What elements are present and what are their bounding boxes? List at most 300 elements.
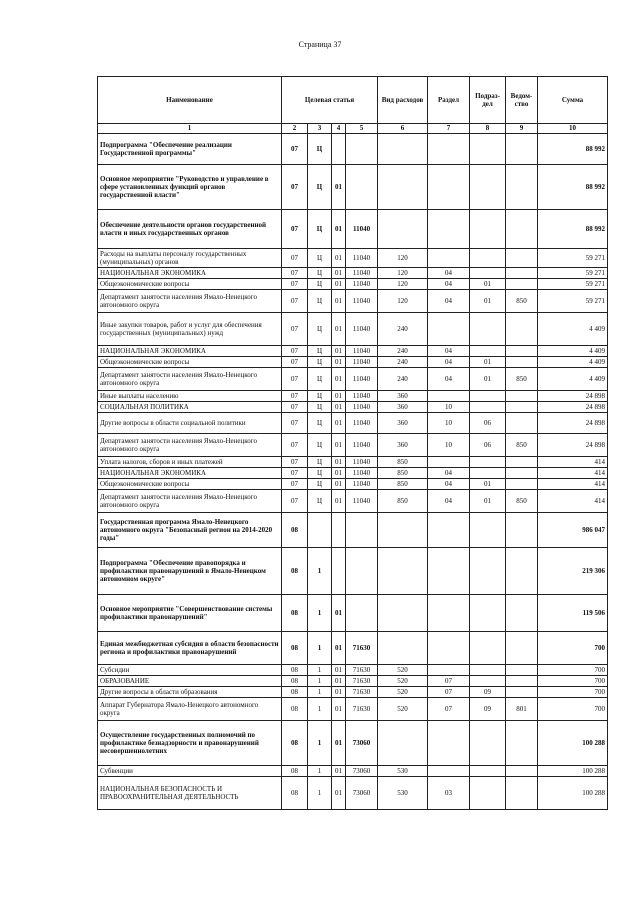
expense-type: 120 xyxy=(378,268,428,279)
target-program: 08 xyxy=(282,513,308,548)
subsection: 01 xyxy=(470,368,506,391)
target-subprogram: Ц xyxy=(308,357,332,368)
target-direction: 11040 xyxy=(346,457,378,468)
row-name: Уплата налогов, сборов и иных платежей xyxy=(98,457,282,468)
target-subprogram: Ц xyxy=(308,279,332,290)
target-subprogram: Ц xyxy=(308,165,332,210)
section xyxy=(428,313,470,346)
row-name: Единая межбюджетная субсидия в области безопасности региона и профилактики правонарушений xyxy=(98,632,282,665)
amount: 986 047 xyxy=(538,513,608,548)
expense-type: 240 xyxy=(378,313,428,346)
target-program: 07 xyxy=(282,413,308,434)
table-row xyxy=(98,490,608,513)
amount: 414 xyxy=(538,479,608,490)
row-name: НАЦИОНАЛЬНАЯ ЭКОНОМИКА xyxy=(98,268,282,279)
department: 850 xyxy=(506,434,538,457)
target-program: 07 xyxy=(282,434,308,457)
table-row xyxy=(98,766,608,777)
amount: 4 409 xyxy=(538,368,608,391)
expense-type: 850 xyxy=(378,457,428,468)
column-number: 2 xyxy=(282,124,308,134)
department xyxy=(506,468,538,479)
section xyxy=(428,548,470,595)
target-program: 08 xyxy=(282,548,308,595)
target-event: 01 xyxy=(332,268,346,279)
subsection xyxy=(470,346,506,357)
amount: 4 409 xyxy=(538,346,608,357)
amount: 59 271 xyxy=(538,249,608,268)
target-program: 07 xyxy=(282,249,308,268)
target-subprogram: 1 xyxy=(308,687,332,698)
target-direction: 11040 xyxy=(346,346,378,357)
expense-type xyxy=(378,595,428,632)
target-direction: 11040 xyxy=(346,368,378,391)
section: 04 xyxy=(428,290,470,313)
table-row xyxy=(98,632,608,665)
expense-type xyxy=(378,721,428,766)
department: 850 xyxy=(506,368,538,391)
target-program: 08 xyxy=(282,777,308,810)
target-direction: 73060 xyxy=(346,777,378,810)
section xyxy=(428,210,470,249)
target-event: 01 xyxy=(332,490,346,513)
table-row xyxy=(98,368,608,391)
table-row xyxy=(98,676,608,687)
target-subprogram: Ц xyxy=(308,249,332,268)
expense-type: 360 xyxy=(378,434,428,457)
target-direction: 11040 xyxy=(346,402,378,413)
column-number: 1 xyxy=(98,124,282,134)
department xyxy=(506,513,538,548)
row-name: Общеэкономические вопросы xyxy=(98,357,282,368)
expense-type: 850 xyxy=(378,490,428,513)
row-name: Общеэкономические вопросы xyxy=(98,279,282,290)
target-program: 08 xyxy=(282,698,308,721)
department xyxy=(506,268,538,279)
target-direction: 71630 xyxy=(346,698,378,721)
section xyxy=(428,391,470,402)
section: 04 xyxy=(428,357,470,368)
expense-type xyxy=(378,513,428,548)
target-event: 01 xyxy=(332,665,346,676)
target-subprogram: 1 xyxy=(308,721,332,766)
target-program: 07 xyxy=(282,479,308,490)
target-event: 01 xyxy=(332,279,346,290)
target-subprogram: 1 xyxy=(308,548,332,595)
department xyxy=(506,665,538,676)
target-subprogram: Ц xyxy=(308,479,332,490)
department xyxy=(506,313,538,346)
target-program: 07 xyxy=(282,391,308,402)
department xyxy=(506,346,538,357)
row-name: Основное мероприятие "Руководство и управление в сфере установленных функций органов государственной власти" xyxy=(98,165,282,210)
department xyxy=(506,632,538,665)
section: 10 xyxy=(428,413,470,434)
section: 07 xyxy=(428,698,470,721)
department xyxy=(506,391,538,402)
department xyxy=(506,687,538,698)
header-summa: Сумма xyxy=(538,77,608,124)
row-name: Субвенции xyxy=(98,766,282,777)
table-row xyxy=(98,279,608,290)
subsection xyxy=(470,721,506,766)
subsection: 09 xyxy=(470,687,506,698)
amount: 24 898 xyxy=(538,391,608,402)
target-subprogram: Ц xyxy=(308,134,332,165)
target-event: 01 xyxy=(332,165,346,210)
table-row xyxy=(98,290,608,313)
subsection xyxy=(470,457,506,468)
subsection xyxy=(470,766,506,777)
subsection xyxy=(470,313,506,346)
target-direction: 11040 xyxy=(346,249,378,268)
target-direction: 11040 xyxy=(346,490,378,513)
target-subprogram: 1 xyxy=(308,676,332,687)
section xyxy=(428,632,470,665)
target-program: 07 xyxy=(282,313,308,346)
table-row xyxy=(98,698,608,721)
target-event: 01 xyxy=(332,413,346,434)
department: 801 xyxy=(506,698,538,721)
target-subprogram: Ц xyxy=(308,391,332,402)
table-row xyxy=(98,413,608,434)
target-subprogram: 1 xyxy=(308,665,332,676)
subsection xyxy=(470,402,506,413)
target-subprogram xyxy=(308,513,332,548)
table-row xyxy=(98,479,608,490)
subsection xyxy=(470,665,506,676)
section xyxy=(428,249,470,268)
expense-type: 530 xyxy=(378,777,428,810)
department xyxy=(506,357,538,368)
section: 04 xyxy=(428,490,470,513)
column-number: 6 xyxy=(378,124,428,134)
expense-type: 530 xyxy=(378,766,428,777)
target-subprogram: Ц xyxy=(308,346,332,357)
subsection xyxy=(470,595,506,632)
department xyxy=(506,413,538,434)
target-event: 01 xyxy=(332,249,346,268)
target-direction xyxy=(346,134,378,165)
amount: 119 506 xyxy=(538,595,608,632)
row-name: Департамент занятости населения Ямало-Ненецкого автономного округа xyxy=(98,490,282,513)
table-row xyxy=(98,249,608,268)
department xyxy=(506,479,538,490)
target-subprogram: 1 xyxy=(308,632,332,665)
target-event: 01 xyxy=(332,434,346,457)
department xyxy=(506,777,538,810)
target-direction: 71630 xyxy=(346,676,378,687)
amount: 100 288 xyxy=(538,721,608,766)
column-number: 5 xyxy=(346,124,378,134)
expense-type xyxy=(378,632,428,665)
expense-type: 850 xyxy=(378,468,428,479)
target-direction: 11040 xyxy=(346,290,378,313)
target-direction: 71630 xyxy=(346,687,378,698)
target-subprogram: Ц xyxy=(308,434,332,457)
target-event: 01 xyxy=(332,777,346,810)
row-name: Иные закупки товаров, работ и услуг для обеспечения государственных (муниципальных) нужд xyxy=(98,313,282,346)
table-row xyxy=(98,777,608,810)
expense-type: 120 xyxy=(378,279,428,290)
subsection xyxy=(470,165,506,210)
target-event: 01 xyxy=(332,290,346,313)
target-program: 07 xyxy=(282,134,308,165)
table-body xyxy=(98,134,608,810)
amount: 88 992 xyxy=(538,210,608,249)
target-event: 01 xyxy=(332,468,346,479)
amount: 4 409 xyxy=(538,313,608,346)
department xyxy=(506,766,538,777)
expense-type: 520 xyxy=(378,676,428,687)
row-name: Расходы на выплаты персоналу государственных (муниципальных) органов xyxy=(98,249,282,268)
department xyxy=(506,210,538,249)
subsection xyxy=(470,210,506,249)
expense-type xyxy=(378,210,428,249)
subsection: 09 xyxy=(470,698,506,721)
target-program: 07 xyxy=(282,468,308,479)
target-subprogram: Ц xyxy=(308,210,332,249)
target-subprogram: Ц xyxy=(308,268,332,279)
target-event xyxy=(332,513,346,548)
section xyxy=(428,766,470,777)
column-number: 9 xyxy=(506,124,538,134)
target-direction xyxy=(346,548,378,595)
target-subprogram: Ц xyxy=(308,402,332,413)
department xyxy=(506,402,538,413)
department xyxy=(506,548,538,595)
amount: 700 xyxy=(538,632,608,665)
section: 04 xyxy=(428,468,470,479)
section: 04 xyxy=(428,479,470,490)
section: 04 xyxy=(428,279,470,290)
table-row xyxy=(98,134,608,165)
subsection: 01 xyxy=(470,290,506,313)
section xyxy=(428,165,470,210)
target-program: 07 xyxy=(282,357,308,368)
header-vedomstvo: Ведом-ство xyxy=(506,77,538,124)
expense-type xyxy=(378,165,428,210)
target-event: 01 xyxy=(332,368,346,391)
section: 04 xyxy=(428,368,470,391)
amount: 700 xyxy=(538,698,608,721)
subsection: 01 xyxy=(470,357,506,368)
subsection xyxy=(470,134,506,165)
expense-type: 520 xyxy=(378,698,428,721)
target-subprogram: Ц xyxy=(308,457,332,468)
target-direction: 11040 xyxy=(346,313,378,346)
expense-type: 240 xyxy=(378,346,428,357)
amount: 700 xyxy=(538,676,608,687)
target-event: 01 xyxy=(332,391,346,402)
section: 03 xyxy=(428,777,470,810)
amount: 59 271 xyxy=(538,290,608,313)
target-event xyxy=(332,134,346,165)
expense-type: 360 xyxy=(378,413,428,434)
target-event: 01 xyxy=(332,632,346,665)
expense-type: 120 xyxy=(378,249,428,268)
department xyxy=(506,134,538,165)
department xyxy=(506,721,538,766)
target-direction: 11040 xyxy=(346,413,378,434)
section xyxy=(428,721,470,766)
amount: 24 898 xyxy=(538,434,608,457)
department xyxy=(506,457,538,468)
subsection xyxy=(470,676,506,687)
table-row xyxy=(98,595,608,632)
amount: 700 xyxy=(538,687,608,698)
target-subprogram: 1 xyxy=(308,766,332,777)
target-program: 07 xyxy=(282,368,308,391)
amount: 4 409 xyxy=(538,357,608,368)
expense-type: 520 xyxy=(378,665,428,676)
section: 07 xyxy=(428,687,470,698)
table-row xyxy=(98,548,608,595)
subsection xyxy=(470,249,506,268)
target-program: 07 xyxy=(282,210,308,249)
table-row xyxy=(98,665,608,676)
table-row xyxy=(98,346,608,357)
header-razdel: Раздел xyxy=(428,77,470,124)
target-event: 01 xyxy=(332,457,346,468)
amount: 414 xyxy=(538,490,608,513)
department xyxy=(506,165,538,210)
budget-table xyxy=(97,76,608,810)
subsection xyxy=(470,468,506,479)
section xyxy=(428,595,470,632)
target-program: 07 xyxy=(282,268,308,279)
subsection xyxy=(470,391,506,402)
section: 04 xyxy=(428,346,470,357)
target-event: 01 xyxy=(332,698,346,721)
target-program: 08 xyxy=(282,676,308,687)
amount: 100 288 xyxy=(538,766,608,777)
section: 04 xyxy=(428,268,470,279)
target-direction: 73060 xyxy=(346,721,378,766)
target-program: 08 xyxy=(282,665,308,676)
target-subprogram: Ц xyxy=(308,290,332,313)
row-name: Основное мероприятие "Совершенствование системы профилактики правонарушений" xyxy=(98,595,282,632)
row-name: Другие вопросы в области социальной политики xyxy=(98,413,282,434)
amount: 88 992 xyxy=(538,165,608,210)
header-podrazdel: Подраз-дел xyxy=(470,77,506,124)
header-row xyxy=(98,77,608,124)
target-event: 01 xyxy=(332,313,346,346)
target-subprogram: Ц xyxy=(308,468,332,479)
column-number: 7 xyxy=(428,124,470,134)
department: 850 xyxy=(506,290,538,313)
table-row xyxy=(98,457,608,468)
row-name: НАЦИОНАЛЬНАЯ ЭКОНОМИКА xyxy=(98,468,282,479)
section xyxy=(428,513,470,548)
department xyxy=(506,676,538,687)
target-direction: 11040 xyxy=(346,279,378,290)
table-row xyxy=(98,402,608,413)
target-subprogram: 1 xyxy=(308,595,332,632)
table-row xyxy=(98,357,608,368)
target-program: 08 xyxy=(282,595,308,632)
section xyxy=(428,665,470,676)
amount: 414 xyxy=(538,468,608,479)
subsection: 01 xyxy=(470,279,506,290)
target-direction xyxy=(346,165,378,210)
target-direction: 11040 xyxy=(346,391,378,402)
column-number: 8 xyxy=(470,124,506,134)
target-event: 01 xyxy=(332,766,346,777)
target-direction: 11040 xyxy=(346,268,378,279)
target-program: 07 xyxy=(282,346,308,357)
section xyxy=(428,134,470,165)
target-program: 08 xyxy=(282,766,308,777)
section: 10 xyxy=(428,434,470,457)
target-event: 01 xyxy=(332,479,346,490)
row-name: Обеспечение деятельности органов государственной власти и иных государственных органов xyxy=(98,210,282,249)
amount: 219 306 xyxy=(538,548,608,595)
header-target: Целевая статья xyxy=(282,77,378,124)
target-direction xyxy=(346,513,378,548)
row-name: Осуществление государственных полномочий по профилактике безнадзорности и правонарушений несовершеннолетних xyxy=(98,721,282,766)
department xyxy=(506,279,538,290)
table-row xyxy=(98,721,608,766)
section xyxy=(428,457,470,468)
header-vid: Вид расходов xyxy=(378,77,428,124)
row-name: НАЦИОНАЛЬНАЯ ЭКОНОМИКА xyxy=(98,346,282,357)
target-event: 01 xyxy=(332,687,346,698)
subsection xyxy=(470,548,506,595)
expense-type: 360 xyxy=(378,391,428,402)
column-numbers-row xyxy=(98,124,608,134)
target-event xyxy=(332,548,346,595)
expense-type: 240 xyxy=(378,357,428,368)
target-direction: 71630 xyxy=(346,632,378,665)
amount: 414 xyxy=(538,457,608,468)
table-row xyxy=(98,468,608,479)
target-program: 08 xyxy=(282,632,308,665)
target-direction: 11040 xyxy=(346,434,378,457)
target-program: 07 xyxy=(282,457,308,468)
department xyxy=(506,249,538,268)
target-direction: 71630 xyxy=(346,665,378,676)
header-name: Наименование xyxy=(98,77,282,124)
row-name: Иные выплаты населению xyxy=(98,391,282,402)
row-name: Субсидии xyxy=(98,665,282,676)
row-name: СОЦИАЛЬНАЯ ПОЛИТИКА xyxy=(98,402,282,413)
row-name: Подпрограмма "Обеспечение реализации Государственной программы" xyxy=(98,134,282,165)
target-program: 08 xyxy=(282,687,308,698)
department xyxy=(506,595,538,632)
subsection: 06 xyxy=(470,413,506,434)
table-row xyxy=(98,313,608,346)
column-number: 3 xyxy=(308,124,332,134)
row-name: Аппарат Губернатора Ямало-Ненецкого автономного округа xyxy=(98,698,282,721)
amount: 700 xyxy=(538,665,608,676)
page-number: Страница 37 xyxy=(298,40,342,49)
section: 07 xyxy=(428,676,470,687)
amount: 59 271 xyxy=(538,279,608,290)
target-direction xyxy=(346,595,378,632)
row-name: Государственная программа Ямало-Ненецкого автономного округа "Безопасный регион на 2014-2020 годы" xyxy=(98,513,282,548)
subsection: 01 xyxy=(470,479,506,490)
department: 850 xyxy=(506,490,538,513)
expense-type: 240 xyxy=(378,368,428,391)
column-number: 10 xyxy=(538,124,608,134)
subsection: 06 xyxy=(470,434,506,457)
expense-type: 850 xyxy=(378,479,428,490)
subsection: 01 xyxy=(470,490,506,513)
target-program: 07 xyxy=(282,490,308,513)
section: 10 xyxy=(428,402,470,413)
target-event: 01 xyxy=(332,357,346,368)
